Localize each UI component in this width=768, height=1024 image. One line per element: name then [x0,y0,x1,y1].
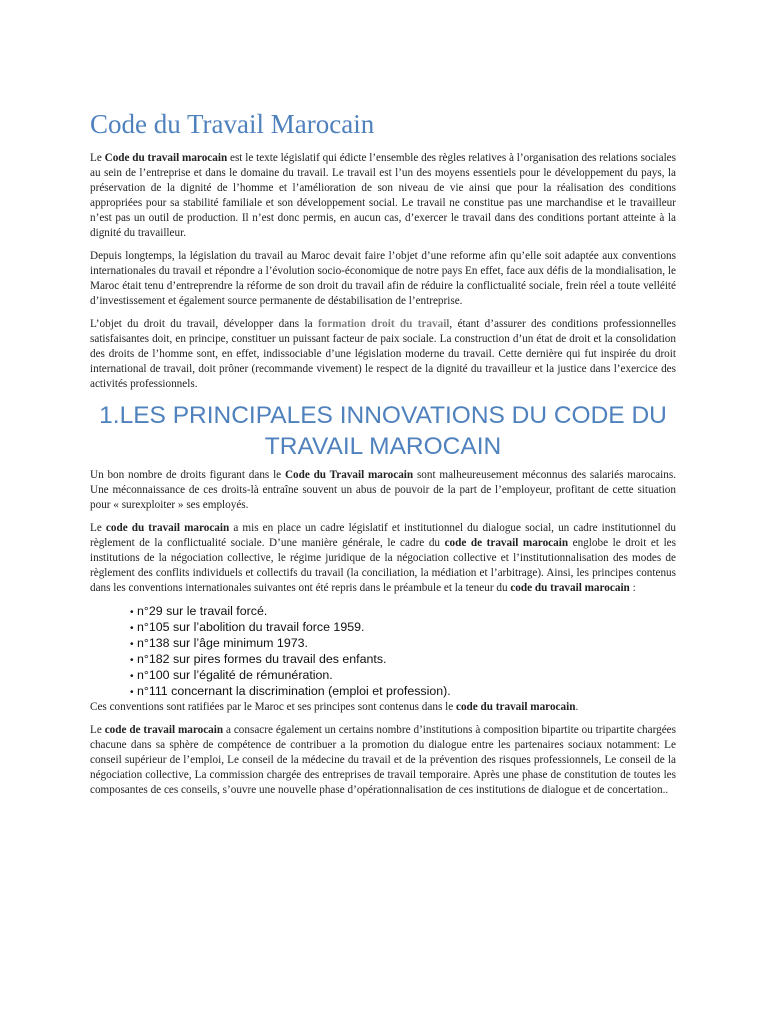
closing-paragraphs [90,700,676,798]
paragraph-text: Le [90,724,105,736]
paragraph-text: a consacre également un certains nombre d’institutions à composition bipartite ou tripartite chargées chacune dans sa sphère de compétence de contribuer a la promotion du dialogue entre les partenaires sociaux notamment: Le conseil supérieur de l’emploi, Le conseil de la médecine du travail et de la prévention des risques professionnels, Le conseil de la négociation collective, La commission chargée des entreprises de travail temporaire. Après une phase de constitution de toutes les composantes de ces conseils, s’ouvre une nouvelle phase d’opérationnalisation de ces institutions de dialogue et de concertation.. [90,724,676,796]
bold-term: code du travail marocain [456,701,576,713]
paragraph [90,468,676,513]
paragraph-text: Ces conventions sont ratifiées par le Maroc et ses principes sont contenus dans le [90,701,456,713]
convention-text: n°105 sur l’abolition du travail force 1959. [137,620,365,634]
bold-term: code de travail marocain [444,537,569,549]
bullet-icon: • [130,687,134,698]
bold-term: code du travail marocain [510,582,630,594]
bold-term: code du travail marocain [105,522,230,534]
bold-term: Code du travail marocain [104,152,228,164]
paragraph-text: est le texte législatif qui édicte l’ensemble des règles relatives à l’organisation des relations sociales au sein de l’entreprise et dans le domaine du travail. Le travail est l’un des moyens essentiels pour le développement du pays, la préservation de la dignité de l’homme et l’amélioration de son niveau de vie ainsi que pour la réalisation des conditions appropriées pour sa stabilité familiale et son développement social. Le travail ne constitue pas une marchandise et le travailleur n’est pas un outil de production. Il n’est donc permis, en aucun cas, d’exercer le travail dans des conditions portant atteinte à la dignité du travailleur. [90,152,676,239]
convention-text: n°138 sur l’âge minimum 1973. [137,636,308,650]
convention-text: n°111 concernant la discrimination (emploi et profession). [137,684,451,698]
paragraph-text: Depuis longtemps, la législation du travail au Maroc devait faire l’objet d’une reforme afin qu’elle soit adaptée aux conventions internationales du travail et répondre a l’évolution socio-économique de notre pays En effet, face aux défis de la mondialisation, le Maroc était tenu d’entreprendre la réforme de son droit du travail afin de réduire la conflictualité sociale, frein réel a toute velléité d’investissement et également source permanente de déstabilisation de l’entreprise. [90,250,676,307]
paragraph-text: : [629,582,636,594]
paragraph-text: a mis en place un cadre législatif et institutionnel du dialogue social, un cadre institutionnel du règlement de la conflictualité sociale. D’une manière générale, le cadre du [90,522,676,549]
bullet-icon: • [130,639,134,650]
paragraph-text: Un bon nombre de droits figurant dans le [90,469,285,481]
paragraph-text: , étant d’assurer des conditions professionnelles satisfaisantes doit, en principe, constituer un puissant facteur de paix sociale. La construction d’un état de droit et la consolidation des droits de l’homme sont, en effet, indissociable d’une législation moderne du travail. Cette dernière qui fut inspirée du droit international de travail, doit prôner (recommande vivement) le respect de la dignité du travailleur et la justice dans l’exercice des activités professionnels. [90,318,676,390]
document-title: Code du Travail Marocain [90,109,375,139]
intro-paragraphs [90,151,676,392]
paragraph-text: Le [90,152,105,164]
paragraph [90,700,676,715]
paragraph-text: englobe le droit et les institutions de la négociation collective, le régime juridique de la négociation collective et l’institutionnalisation des modes de règlement des conflits individuels et collectifs du travail (la conciliation, la médiation et l’arbitrage). Ainsi, les principes contenus dans les conventions internationales suivantes ont été repris dans le préambule et la teneur du [90,537,676,594]
paragraph-text: Le [90,522,106,534]
paragraph [90,317,676,392]
paragraph-text: L’objet du droit du travail, développer dans la [90,318,318,330]
paragraph-text: sont malheureusement méconnus des salariés marocains. Une méconnaissance de ces droits-là entraîne souvent un abus de pouvoir de la part de l’employeur, profitant de cette situation pour « surexploiter » ses employés. [90,469,676,511]
convention-item [130,652,676,668]
paragraph [90,151,676,241]
convention-item [130,684,676,700]
section-heading: 1.LES PRINCIPALES INNOVATIONS DU CODE DU TRAVAIL MAROCAIN [99,402,667,460]
bullet-icon: • [130,607,134,618]
convention-text: n°100 sur l’égalité de rémunération. [137,668,333,682]
bold-term: Code du Travail marocain [284,469,414,481]
bold-term: code de travail marocain [104,724,224,736]
bullet-icon: • [130,671,134,682]
convention-item [130,636,676,652]
convention-item [130,668,676,684]
section-paragraphs [90,468,676,596]
bullet-icon: • [130,655,134,666]
convention-text: n°182 sur pires formes du travail des enfants. [137,652,387,666]
paragraph [90,521,676,596]
convention-item [130,604,676,620]
bullet-icon: • [130,623,134,634]
paragraph [90,249,676,309]
conventions-list [130,604,676,700]
convention-item [130,620,676,636]
paragraph-text: . [575,701,579,713]
formation-link[interactable]: formation droit du travail [317,318,450,330]
paragraph [90,723,676,798]
convention-text: n°29 sur le travail forcé. [137,604,268,618]
